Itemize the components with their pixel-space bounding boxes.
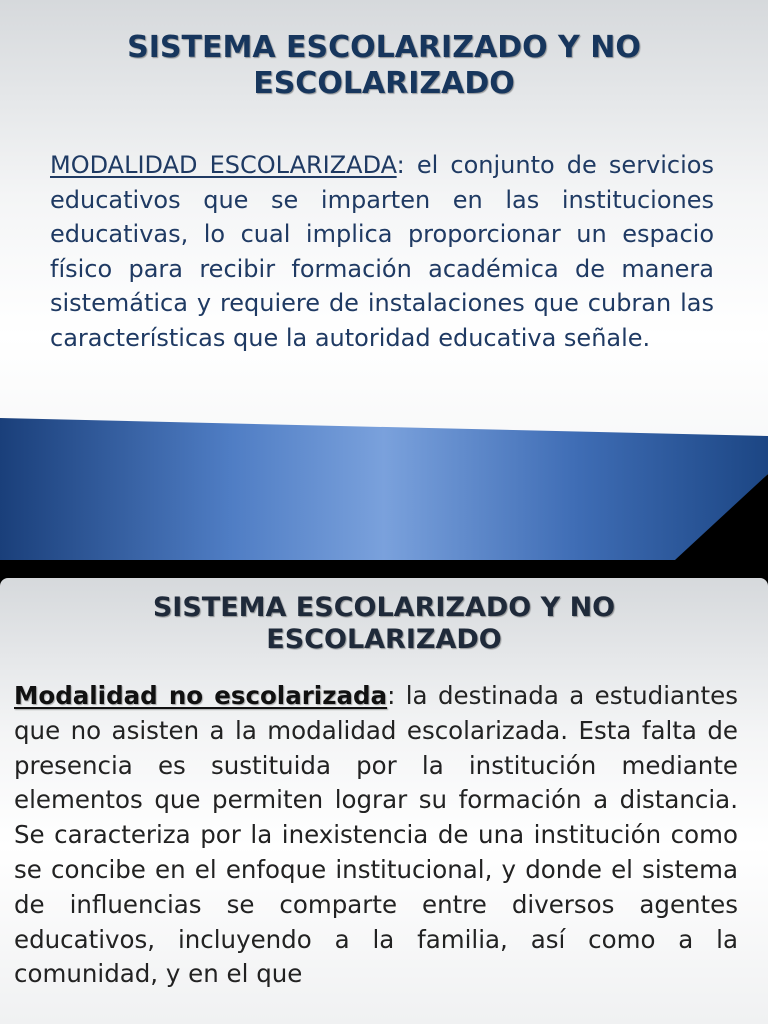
slide-1-title: SISTEMA ESCOLARIZADO Y NO ESCOLARIZADO xyxy=(127,30,641,101)
slide-1-lead-term: MODALIDAD ESCOLARIZADA xyxy=(50,151,397,179)
slide-1-definition: : el conjunto de servicios educativos que se imparten en las instituciones educativas, lo cual implica proporcionar un espacio físico para recibir formación académica de manera sistemática y requiere de instalaciones que cubran las características que la autoridad educativa señale. xyxy=(50,151,714,352)
slide-2-body xyxy=(14,679,738,992)
slide-2 xyxy=(0,578,768,1024)
slide-2-title: SISTEMA ESCOLARIZADO Y NO ESCOLARIZADO xyxy=(152,592,616,656)
slide-2-definition: : la destinada a estudiantes que no asisten a la modalidad escolarizada. Esta falta de presencia es sustituida por la institución mediante elementos que permiten lograr su formación a distancia. Se caracteriza por la inexistencia de una institución como se concibe en el enfoque institucional, y donde el sistema de influencias se comparte entre diversos agentes educativos, incluyendo a la familia, así como a la comunidad, y en el que xyxy=(14,681,738,989)
slide-1-body xyxy=(50,148,714,355)
slide-2-lead-term: Modalidad no escolarizada xyxy=(14,681,388,710)
